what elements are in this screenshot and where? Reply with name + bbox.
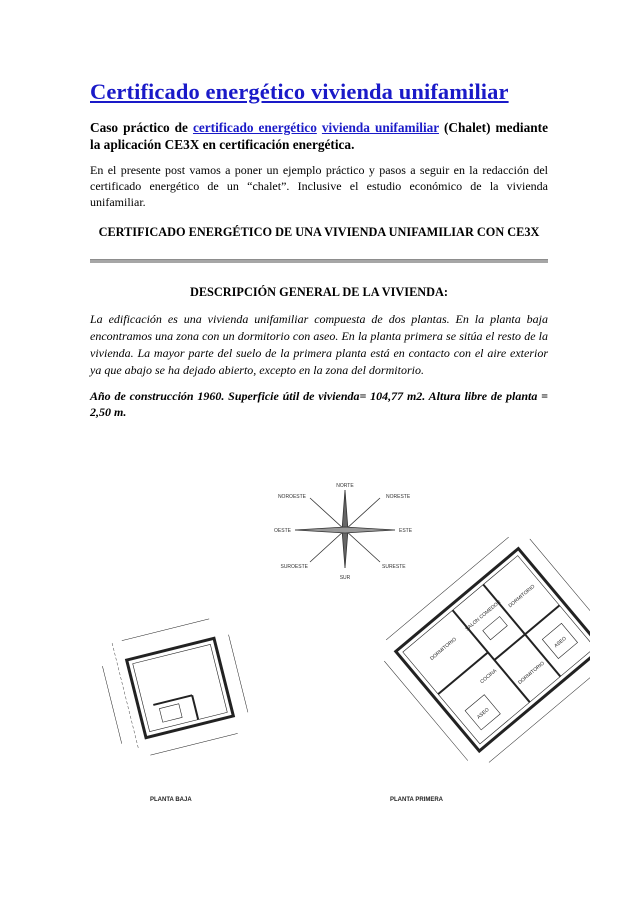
first-floor-furniture bbox=[483, 616, 508, 639]
intro-paragraph: En el presente post vamos a poner un ejemplo práctico y pasos a seguir en la redacción del certificado energético de un “chalet”. Inclusive el estudio económico de la vivienda unifamiliar. bbox=[90, 163, 548, 209]
page-title: Certificado energético vivienda unifamiliar bbox=[90, 79, 509, 104]
room-dormitorio-3: DORMITORIO bbox=[517, 660, 546, 686]
compass-southeast: SURESTE bbox=[382, 564, 406, 570]
caption-planta-baja: PLANTA BAJA bbox=[150, 797, 192, 803]
first-floor-walls bbox=[396, 549, 590, 751]
ground-floor-partition bbox=[153, 695, 192, 705]
first-floor-wall-c bbox=[438, 652, 488, 694]
horizontal-rule bbox=[90, 259, 548, 263]
description-paragraph: La edificación es una vivienda unifamiliar compuesta de dos plantas. En la planta baja encontramos una zona con un dormitorio con aseo. En la planta primera se sitúa el resto de la vivienda. La mayor parte del suelo de la primera planta está en contacto con el aire exterior ya que abajo se ha dejado abierto, excepto en la zona del dormitorio. bbox=[90, 312, 548, 377]
ground-floor-inner bbox=[133, 644, 228, 731]
room-labels bbox=[428, 576, 578, 720]
ground-dim-right bbox=[229, 635, 248, 713]
room-aseo-1: ASEO bbox=[476, 706, 491, 721]
article bbox=[90, 78, 548, 420]
link-certificado-energetico[interactable]: certificado energético bbox=[192, 120, 317, 135]
compass-rose bbox=[295, 490, 395, 568]
section-heading-certificado: CERTIFICADO ENERGÉTICO DE UNA VIVIENDA UNIFAMILIAR CON CE3X bbox=[98, 225, 540, 239]
ground-floor-plan bbox=[98, 615, 253, 761]
first-floor-wall-a bbox=[453, 610, 530, 702]
floor-plan-figure bbox=[90, 478, 590, 808]
room-dormitorio-1: DORMITORIO bbox=[429, 636, 458, 662]
subtitle bbox=[90, 119, 548, 153]
ground-dim-top bbox=[122, 619, 209, 641]
first-dim-left bbox=[384, 661, 468, 761]
building-data: Año de construcción 1960. Superficie útil de vivienda= 104,77 m2. Altura libre de planta = 2,50 m. bbox=[90, 389, 548, 419]
first-floor-wall-d bbox=[494, 605, 559, 660]
compass-east: ESTE bbox=[399, 528, 413, 534]
room-cocina: COCINA bbox=[479, 668, 499, 686]
room-aseo-2: ASEO bbox=[553, 635, 568, 650]
plan-captions bbox=[150, 797, 444, 803]
ground-floor-partition-2 bbox=[192, 695, 198, 719]
first-floor-inner bbox=[403, 556, 590, 744]
subtitle-prefix: Caso práctico de bbox=[90, 120, 188, 135]
compass-north: NORTE bbox=[336, 483, 354, 489]
compass-west: OESTE bbox=[274, 528, 291, 534]
ground-dim-left bbox=[102, 666, 121, 744]
compass-northwest: NOROESTE bbox=[277, 494, 306, 500]
first-dim-bottom bbox=[489, 660, 590, 763]
compass-southwest: SUROESTE bbox=[280, 564, 308, 570]
room-dormitorio-2: DORMITORIO bbox=[507, 583, 537, 610]
room-salon: SALON COMEDOR bbox=[464, 599, 503, 633]
link-vivienda-unifamiliar[interactable]: vivienda unifamiliar bbox=[321, 120, 439, 135]
ground-floor-walls bbox=[127, 638, 234, 737]
compass-northeast: NORESTE bbox=[386, 494, 411, 500]
floor-plan-svg bbox=[90, 478, 590, 808]
compass-south: SUR bbox=[339, 575, 351, 581]
first-floor-plan bbox=[375, 527, 590, 772]
ground-floor-aseo bbox=[159, 704, 182, 722]
subtitle-suffix: (Chalet) mediante la aplicación CE3X en certificación energética. bbox=[90, 120, 548, 152]
compass-needle-ew bbox=[295, 527, 395, 533]
ground-dim-bottom bbox=[150, 733, 237, 755]
caption-planta-primera: PLANTA PRIMERA bbox=[390, 797, 443, 803]
section-heading-descripcion: DESCRIPCIÓN GENERAL DE LA VIVIENDA: bbox=[189, 285, 449, 299]
